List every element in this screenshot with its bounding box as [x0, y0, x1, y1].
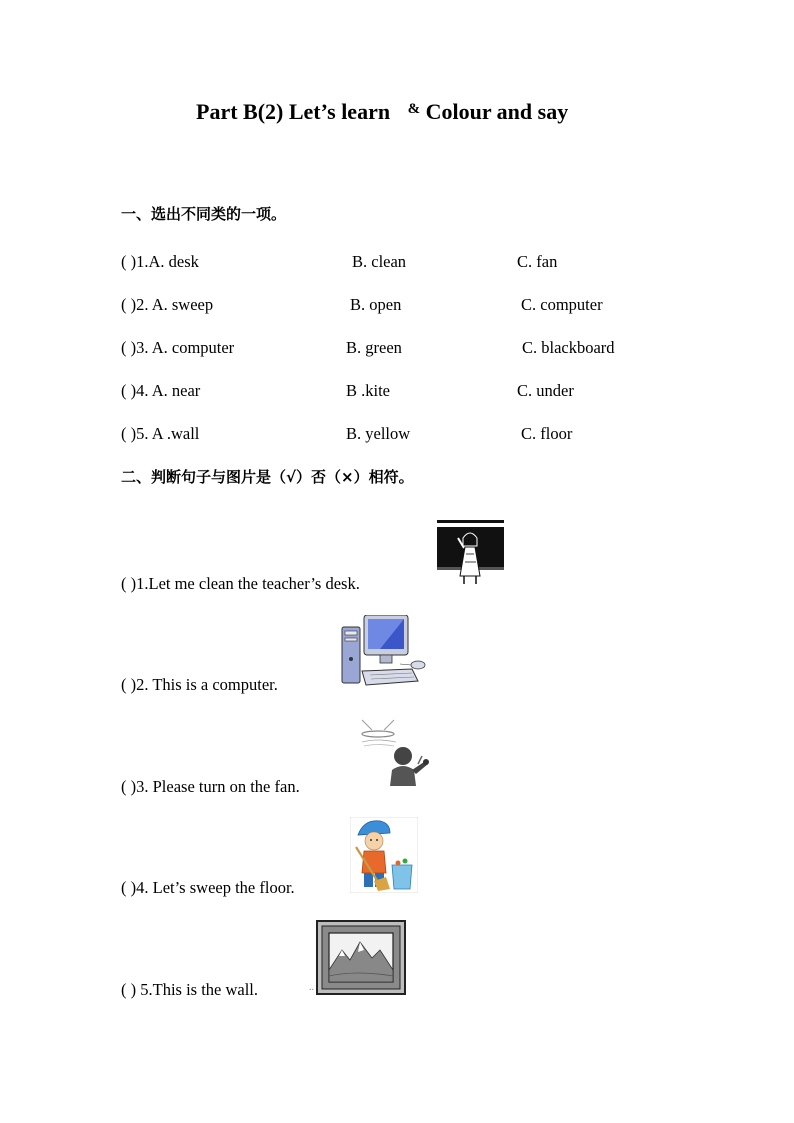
page-title	[196, 99, 568, 125]
girl-at-blackboard-image	[436, 518, 505, 586]
s2-q2-sentence: ( )2. This is a computer.	[121, 675, 278, 694]
desktop-computer-image	[340, 615, 428, 690]
s2-q5-sentence: ( ) 5.This is the wall.	[121, 980, 259, 999]
boy-sweeping-image	[350, 817, 418, 893]
s2-q3-sentence: ( )3. Please turn on the fan.	[121, 777, 300, 796]
s1-q1-stem: ( )1.A. desk	[121, 252, 199, 271]
dots-mark: ..	[309, 982, 314, 993]
title-part1: Part B(2) Let’s learn	[196, 99, 391, 124]
title-part2: Colour and say	[425, 99, 569, 124]
s1-q5-option-c: C. floor	[521, 424, 573, 443]
title-ampersand: &	[407, 101, 421, 117]
section2-heading: 二、判断句子与图片是（√）否（×）相符。	[121, 468, 414, 486]
framed-picture-image	[316, 920, 406, 995]
s1-q2-stem: ( )2. A. sweep	[121, 295, 214, 314]
s1-q3-stem: ( )3. A. computer	[121, 338, 235, 357]
s1-q5-stem: ( )5. A .wall	[121, 424, 200, 443]
boy-and-ceiling-fan-image	[356, 716, 432, 786]
s2-q1-sentence: ( )1.Let me clean the teacher’s desk.	[121, 574, 360, 593]
s1-q4-option-b: B .kite	[346, 381, 390, 400]
s1-q4-option-c: C. under	[517, 381, 574, 400]
s1-q5-option-b: B. yellow	[346, 424, 411, 443]
s1-q2-option-c: C. computer	[521, 295, 603, 314]
section1-heading: 一、选出不同类的一项。	[121, 205, 287, 223]
s1-q1-option-c: C. fan	[517, 252, 558, 271]
s1-q3-option-b: B. green	[346, 338, 402, 357]
s1-q4-stem: ( )4. A. near	[121, 381, 201, 400]
s1-q1-option-b: B. clean	[352, 252, 407, 271]
s1-q2-option-b: B. open	[350, 295, 402, 314]
s2-q4-sentence: ( )4. Let’s sweep the floor.	[121, 878, 295, 897]
s1-q3-option-c: C. blackboard	[522, 338, 615, 357]
